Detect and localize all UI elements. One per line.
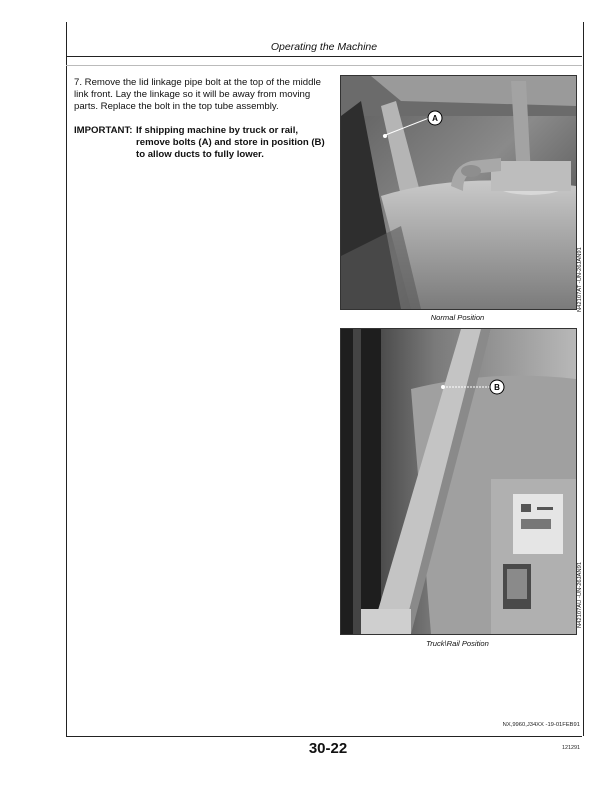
footer-rule — [66, 736, 582, 737]
footer-reference: NX,9960,J34XX -19-01FEB91 — [502, 722, 580, 728]
document-date-code: 121291 — [562, 745, 580, 751]
figure-code-b: N42107AU -UN-26JAN91 — [577, 561, 583, 628]
important-label: IMPORTANT: — [74, 125, 133, 136]
photo-truck-rail-position-image — [341, 329, 576, 634]
photo-normal-position-image — [341, 76, 576, 309]
important-text: If shipping machine by truck or rail, remove bolts (A) and store in position (B) to allow ducts to fully lower. — [136, 125, 325, 161]
header-rule — [66, 56, 582, 57]
step-7-instruction: 7. Remove the lid linkage pipe bolt at the top of the middle link front. Lay the linkage so it will be away from moving parts. Replace the bolt in the top tube assembly. — [74, 77, 321, 113]
photo-normal-position — [340, 75, 577, 310]
callout-b: B — [494, 383, 500, 392]
section-header: Operating the Machine — [270, 41, 378, 53]
body-rule — [66, 65, 582, 66]
callout-a: A — [432, 114, 438, 123]
page-number: 30-22 — [308, 740, 348, 757]
caption-truck-rail-position: Truck\Rail Position — [426, 639, 489, 648]
photo-truck-rail-position — [340, 328, 577, 635]
caption-normal-position: Normal Position — [430, 313, 485, 322]
figure-code-a: N42107AT -UN-26JAN91 — [577, 247, 583, 312]
